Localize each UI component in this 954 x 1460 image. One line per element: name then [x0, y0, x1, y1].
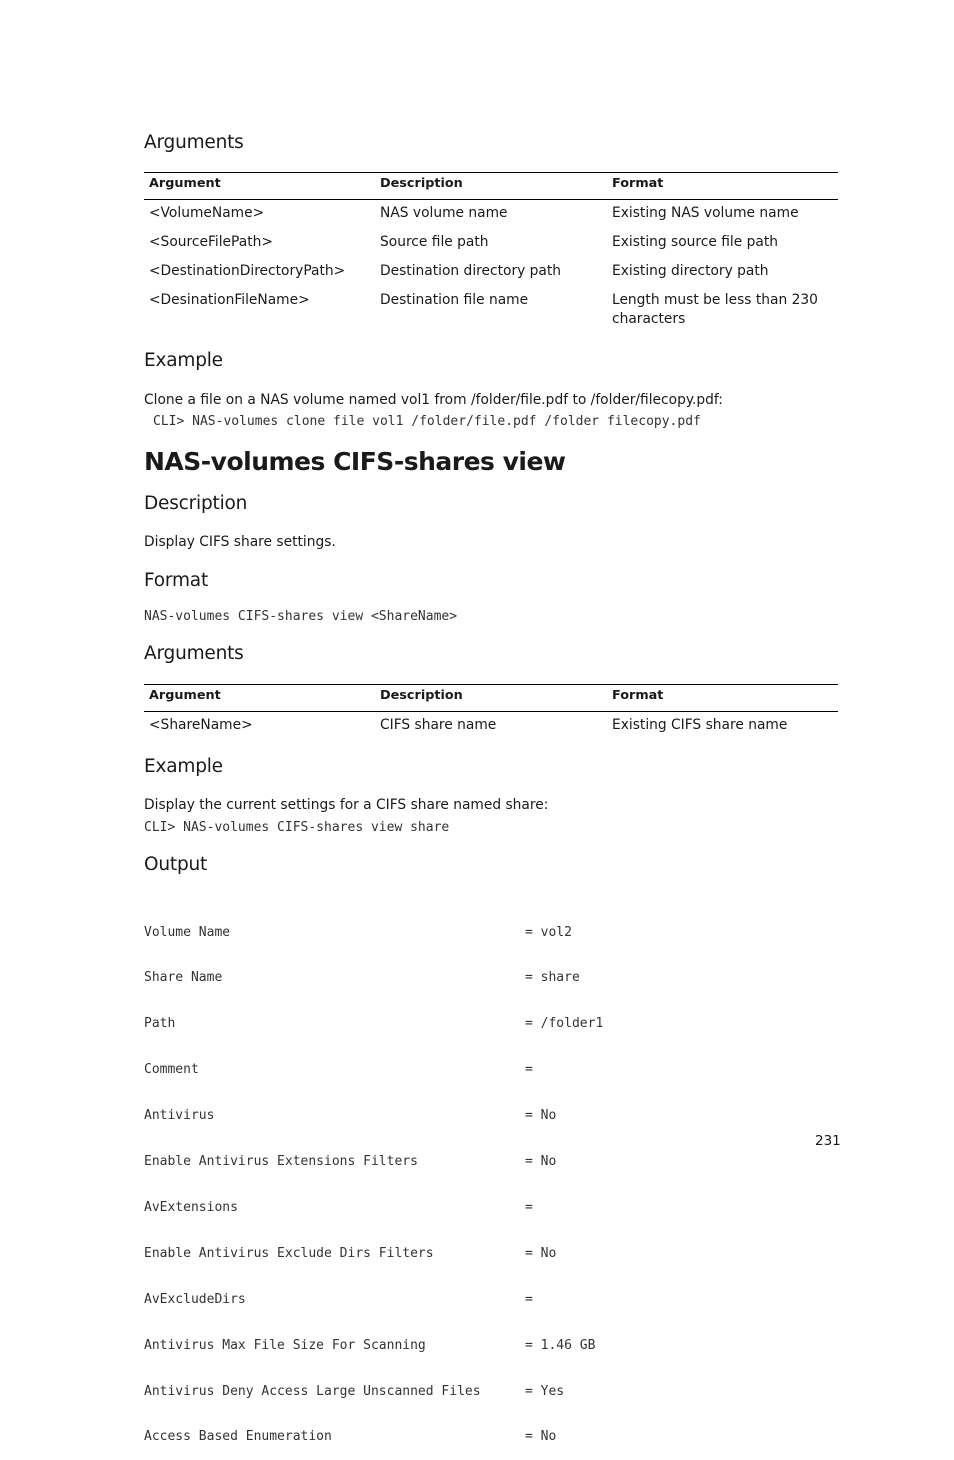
output-block — [144, 894, 603, 1460]
cell-format: Existing directory path — [612, 263, 769, 279]
output-line: Antivirus = No — [144, 1108, 557, 1124]
example-text-2: Display the current settings for a CIFS share named share: — [144, 797, 549, 813]
header-argument: Argument — [149, 176, 221, 191]
header-format: Format — [612, 176, 664, 191]
format-code: NAS-volumes CIFS-shares view <ShareName> — [144, 609, 458, 624]
example-code: CLI> NAS-volumes clone file vol1 /folder/file.pdf /folder filecopy.pdf — [153, 414, 701, 429]
cell-format: Existing source file path — [612, 234, 779, 250]
arguments-table-2 — [144, 684, 838, 741]
page-number: 231 — [815, 1133, 841, 1149]
example-heading-2: Example — [144, 756, 223, 777]
output-line: Enable Antivirus Extensions Filters = No — [144, 1154, 557, 1170]
header-argument: Argument — [149, 688, 221, 703]
cell-description: Source file path — [380, 234, 489, 250]
arguments-table — [144, 172, 838, 331]
output-line: Antivirus Deny Access Large Unscanned Files = Yes — [144, 1383, 565, 1399]
table-header — [144, 684, 838, 712]
cell-format: Length must be less than 230 characters — [612, 292, 818, 327]
cell-argument: <VolumeName> — [149, 205, 265, 221]
page-title: NAS-volumes CIFS-shares view — [144, 447, 566, 476]
output-line: Access Based Enumeration = No — [144, 1429, 557, 1445]
table-row — [144, 258, 838, 287]
cell-description: Destination file name — [380, 292, 529, 308]
cell-argument: <ShareName> — [149, 717, 253, 733]
cell-format: Existing CIFS share name — [612, 717, 788, 733]
header-description: Description — [380, 176, 463, 191]
format-heading: Format — [144, 570, 208, 591]
description-heading: Description — [144, 493, 248, 514]
output-line: Path = /folder1 — [144, 1016, 604, 1032]
arguments-heading: Arguments — [144, 132, 244, 153]
example-heading: Example — [144, 350, 223, 371]
table-header — [144, 172, 838, 200]
description-text: Display CIFS share settings. — [144, 534, 336, 550]
cell-argument: <DesinationFileName> — [149, 292, 310, 308]
example-text: Clone a file on a NAS volume named vol1 from /folder/file.pdf to /folder/filecopy.pdf: — [144, 392, 723, 408]
header-format: Format — [612, 688, 664, 703]
output-line: Enable Antivirus Exclude Dirs Filters = No — [144, 1245, 557, 1261]
table-row — [144, 229, 838, 258]
table-row — [144, 712, 838, 741]
cell-argument: <DestinationDirectoryPath> — [149, 263, 346, 279]
output-line: Comment = — [144, 1062, 533, 1078]
cell-format: Existing NAS volume name — [612, 205, 799, 221]
arguments-heading-2: Arguments — [144, 643, 244, 664]
cell-description: Destination directory path — [380, 263, 562, 279]
cell-description: NAS volume name — [380, 205, 508, 221]
output-line: Antivirus Max File Size For Scanning = 1.46 GB — [144, 1337, 596, 1353]
output-line: Share Name = share — [144, 970, 580, 986]
output-heading: Output — [144, 854, 208, 875]
table-row — [144, 200, 838, 229]
cell-argument: <SourceFilePath> — [149, 234, 273, 250]
cell-description: CIFS share name — [380, 717, 497, 733]
table-row — [144, 287, 838, 331]
example-code-2: CLI> NAS-volumes CIFS-shares view share — [144, 820, 450, 835]
header-description: Description — [380, 688, 463, 703]
output-line: AvExtensions = — [144, 1199, 533, 1215]
output-line: Volume Name = vol2 — [144, 924, 572, 940]
output-line: AvExcludeDirs = — [144, 1291, 533, 1307]
